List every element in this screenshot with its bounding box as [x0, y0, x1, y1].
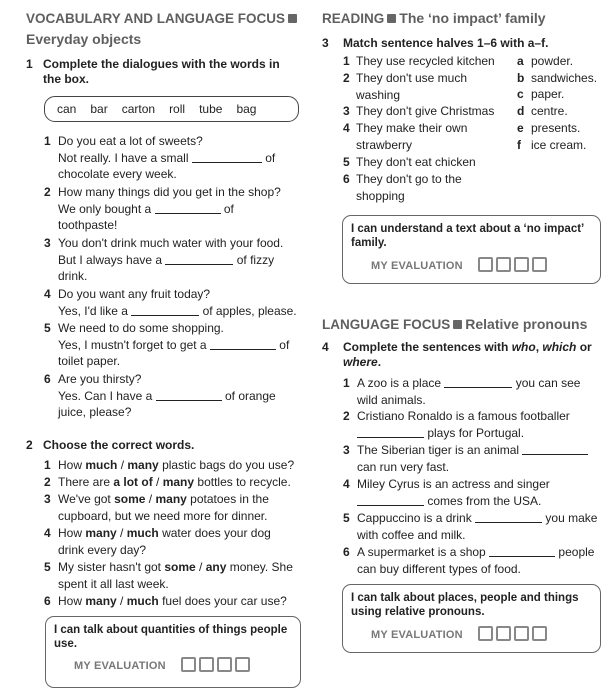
task4-instruction: 4 Complete the sentences with who, which or where. — [322, 340, 592, 369]
option-b[interactable]: much — [126, 594, 159, 608]
task4-item-1: 1 A zoo is a place you can see wild animals. — [343, 376, 581, 407]
evaluation-squares — [478, 257, 547, 272]
rating-square[interactable] — [532, 257, 547, 272]
word-box — [44, 96, 299, 122]
task2-item-5: 5 My sister hasn't got some / any money. She spent it all last week. — [44, 560, 293, 591]
answer-blank[interactable] — [156, 400, 222, 401]
match-left-6: 6 They don't go to the shopping — [343, 172, 462, 203]
task4-item-6: 6 A supermarket is a shop people can buy different types of food. — [343, 545, 595, 576]
task2-item-1: 1 How much / many plastic bags do you use? — [44, 458, 295, 472]
task1-item-3: 3 You don't drink much water with your food. But I always have a of fizzy drink. — [44, 236, 284, 283]
section-subtitle-everyday: Everyday objects — [26, 31, 142, 47]
rating-square[interactable] — [199, 657, 214, 672]
option-a[interactable]: many — [85, 594, 117, 608]
evaluation-label: MY EVALUATION — [371, 629, 463, 641]
match-left-2: 2 They don't use much washing — [343, 71, 468, 102]
task3-instruction: 3 Match sentence halves 1–6 with a–f. — [322, 36, 549, 50]
task2-item-3: 3 We've got some / many potatoes in the cupboard, but we need more for dinner. — [44, 492, 269, 523]
word-roll: roll — [169, 102, 186, 116]
task1-item-5: 5 We need to do some shopping. Yes, I mustn't forget to get a of toilet paper. — [44, 321, 290, 368]
rating-square[interactable] — [514, 626, 529, 641]
task2-item-6: 6 How many / much fuel does your car use? — [44, 594, 287, 608]
rating-square[interactable] — [235, 657, 250, 672]
rating-square[interactable] — [496, 626, 511, 641]
task2-item-4: 4 How many / much water does your dog drink every day? — [44, 526, 271, 557]
option-b[interactable]: many — [127, 458, 159, 472]
match-left-3: 3 They don't give Christmas — [343, 104, 495, 118]
match-right-f: f ice cream. — [517, 138, 587, 152]
rating-square[interactable] — [496, 257, 511, 272]
evaluation-box-quantities: I can talk about quantities of things people use. MY EVALUATION — [45, 616, 301, 688]
word-can: can — [57, 102, 77, 116]
word-tube: tube — [199, 102, 223, 116]
rating-square[interactable] — [217, 657, 232, 672]
match-right-d: d centre. — [517, 104, 568, 118]
task4-item-4: 4 Miley Cyrus is an actress and singer comes from the USA. — [343, 477, 550, 508]
option-a[interactable]: some — [114, 492, 146, 506]
rating-square[interactable] — [532, 626, 547, 641]
word-bag: bag — [236, 102, 257, 116]
task4-item-2: 2 Cristiano Ronaldo is a famous footballer plays for Portugal. — [343, 409, 570, 440]
answer-blank[interactable] — [155, 213, 221, 214]
task2-instruction: 2 Choose the correct words. — [26, 438, 195, 452]
section-title-vocab: VOCABULARY AND LANGUAGE FOCUS — [26, 10, 300, 27]
match-right-b: b sandwiches. — [517, 71, 598, 85]
answer-blank[interactable] — [165, 264, 233, 265]
answer-blank[interactable] — [444, 387, 512, 388]
match-left-4: 4 They make their own strawberry — [343, 121, 468, 152]
evaluation-label: MY EVALUATION — [371, 260, 463, 272]
answer-blank[interactable] — [357, 505, 424, 506]
answer-blank[interactable] — [210, 349, 276, 350]
option-b[interactable]: any — [205, 560, 227, 574]
answer-blank[interactable] — [489, 556, 555, 557]
square-bullet-icon — [453, 320, 462, 329]
square-bullet-icon — [387, 14, 396, 23]
answer-blank[interactable] — [131, 315, 199, 316]
option-b[interactable]: many — [155, 492, 187, 506]
task4-item-5: 5 Cappuccino is a drink you make with coffee and milk. — [343, 511, 598, 542]
rating-square[interactable] — [514, 257, 529, 272]
evaluation-label: MY EVALUATION — [74, 660, 166, 672]
match-right-a: a powder. — [517, 54, 574, 68]
word-carton: carton — [121, 102, 156, 116]
evaluation-box-reading: I can understand a text about a ‘no impact’ family. MY EVALUATION — [342, 215, 601, 284]
task1-item-1: 1 Do you eat a lot of sweets? Not really. I have a small of chocolate every week. — [44, 134, 276, 181]
section-title-language-focus: LANGUAGE FOCUS Relative pronouns — [322, 316, 588, 332]
match-right-c: c paper. — [517, 87, 565, 101]
option-a[interactable]: many — [85, 526, 117, 540]
evaluation-squares — [181, 657, 250, 672]
task1-instruction: 1 Complete the dialogues with the words in the box. — [26, 57, 280, 86]
option-a[interactable]: much — [85, 458, 118, 472]
option-b[interactable]: many — [162, 475, 195, 489]
answer-blank[interactable] — [357, 437, 424, 438]
option-b[interactable]: much — [126, 526, 159, 540]
word-bar: bar — [90, 102, 108, 116]
answer-blank[interactable] — [475, 522, 542, 523]
rating-square[interactable] — [478, 257, 493, 272]
square-bullet-icon — [288, 14, 297, 23]
option-a[interactable]: some — [164, 560, 196, 574]
evaluation-box-relative-pronouns: I can talk about places, people and things using relative pronouns. MY EVALUATION — [342, 584, 601, 653]
task1-item-6: 6 Are you thirsty? Yes. Can I have a of orange juice, please? — [44, 372, 276, 419]
match-left-1: 1 They use recycled kitchen — [343, 54, 495, 68]
task4-item-3: 3 The Siberian tiger is an animal can run very fast. — [343, 442, 608, 476]
match-left-5: 5 They don't eat chicken — [343, 155, 476, 169]
task1-item-2: 2 How many things did you get in the shop? We only bought a of toothpaste! — [44, 185, 281, 232]
rating-square[interactable] — [181, 657, 196, 672]
task1-item-4: 4 Do you want any fruit today? Yes, I'd like a of apples, please. — [44, 287, 297, 318]
answer-blank[interactable] — [522, 454, 588, 455]
task2-item-2: 2 There are a lot of / many bottles to recycle. — [44, 475, 291, 489]
section-title-reading: READING The ‘no impact’ family — [322, 10, 546, 26]
match-right-e: e presents. — [517, 121, 581, 135]
rating-square[interactable] — [478, 626, 493, 641]
answer-blank[interactable] — [192, 162, 262, 163]
option-a[interactable]: a lot of — [113, 475, 153, 489]
evaluation-squares — [478, 626, 547, 641]
